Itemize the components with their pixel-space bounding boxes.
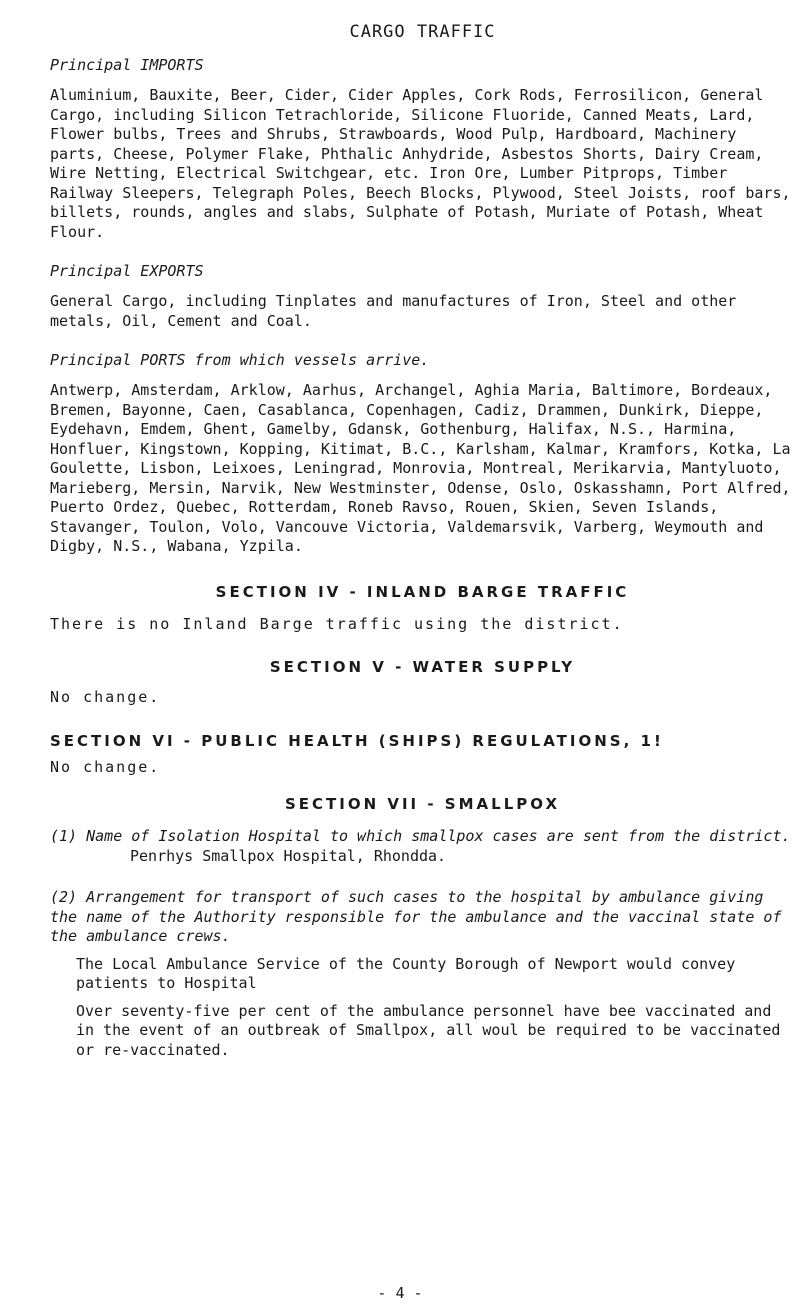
section-vii-item1-answer: Penrhys Smallpox Hospital, Rhondda. <box>130 846 447 865</box>
ports-text: Antwerp, Amsterdam, Arklow, Aarhus, Archangel, Aghia Maria, Baltimore, Bordeaux, Bremen, Bayonne, Caen, Casablanca, Copenhagen, Cadiz, Drammen, Dunkirk, Dieppe, Eydehavn, Emdem, Ghent, Gamelby, Gdansk, Gothenburg, Halifax, N.S., Harmina, Honfluer, Kingstown, Kopping, Kitimat, B.C., Karlsham, Kalmar, Kramfors, Kotka, La Goulette, Lisbon, Leixoes, Leningrad, Monrovia, Montreal, Merikarvia, Mantyluoto, Marieberg, Mersin, Narvik, New Westminster, Odense, Oslo, Oskasshamn, Port Alfred, Puerto Ordez, Quebec, Rotterdam, Roneb Ravso, Rouen, Skien, Seven Islands, Stavanger, Toulon, Volo, Vancouve Victoria, Valdemarsvik, Varberg, Weymouth and Digby, N.S., Wabana, Yzpila. <box>50 381 791 555</box>
imports-heading: Principal IMPORTS <box>50 56 204 74</box>
exports-text: General Cargo, including Tinplates and manufactures of Iron, Steel and other metals, Oil, Cement and Coal. <box>50 292 737 330</box>
section-v-text: No change. <box>50 688 161 706</box>
ports-heading: Principal PORTS from which vessels arrive. <box>50 351 430 369</box>
section-iv-text: There is no Inland Barge traffic using the district. <box>50 614 624 633</box>
section-vii-item1-label: (1) Name of Isolation Hospital to which smallpox cases are sent from the district. <box>50 827 791 845</box>
document-page <box>50 22 795 1060</box>
section-vi-text: No change. <box>50 757 161 776</box>
exports-heading: Principal EXPORTS <box>50 262 204 280</box>
page-number: - 4 - <box>377 1284 423 1302</box>
section-iv-heading: SECTION IV - INLAND BARGE TRAFFIC <box>215 582 630 601</box>
section-vi-heading: SECTION VI - PUBLIC HEALTH (SHIPS) REGULATIONS, 1! <box>50 731 664 750</box>
section-vii-item2-label: (2) Arrangement for transport of such cases to the hospital by ambulance giving the name of the Authority responsible for the ambulance and the vaccinal state of the ambulance crews. <box>50 888 782 945</box>
section-vii-item2-para1: The Local Ambulance Service of the County Borough of Newport would convey patients to Hospital <box>76 954 736 992</box>
section-v-heading: SECTION V - WATER SUPPLY <box>269 658 576 676</box>
page-title: CARGO TRAFFIC <box>349 22 496 42</box>
section-vii-heading: SECTION VII - SMALLPOX <box>284 795 561 813</box>
section-vii-item2-para2: Over seventy-five per cent of the ambulance personnel have bee vaccinated and in the event of an outbreak of Smallpox, all woul be required to be vaccinated or re-vaccinated. <box>76 1001 781 1059</box>
imports-text: Aluminium, Bauxite, Beer, Cider, Cider Apples, Cork Rods, Ferrosilicon, General Cargo, including Silicon Tetrachloride, Silicone Fluoride, Canned Meats, Lard, Flower bulbs, Trees and Shrubs, Strawboards, Wood Pulp, Hardboard, Machinery parts, Cheese, Polymer Flake, Phthalic Anhydride, Asbestos Shorts, Dairy Cream, Wire Netting, Electrical Switchgear, etc. Iron Ore, Lumber Pitprops, Timber Railway Sleepers, Telegraph Poles, Beech Blocks, Plywood, Steel Joists, roof bars, billets, rounds, angles and slabs, Sulphate of Potash, Muriate of Potash, Wheat Flour. <box>50 86 791 241</box>
